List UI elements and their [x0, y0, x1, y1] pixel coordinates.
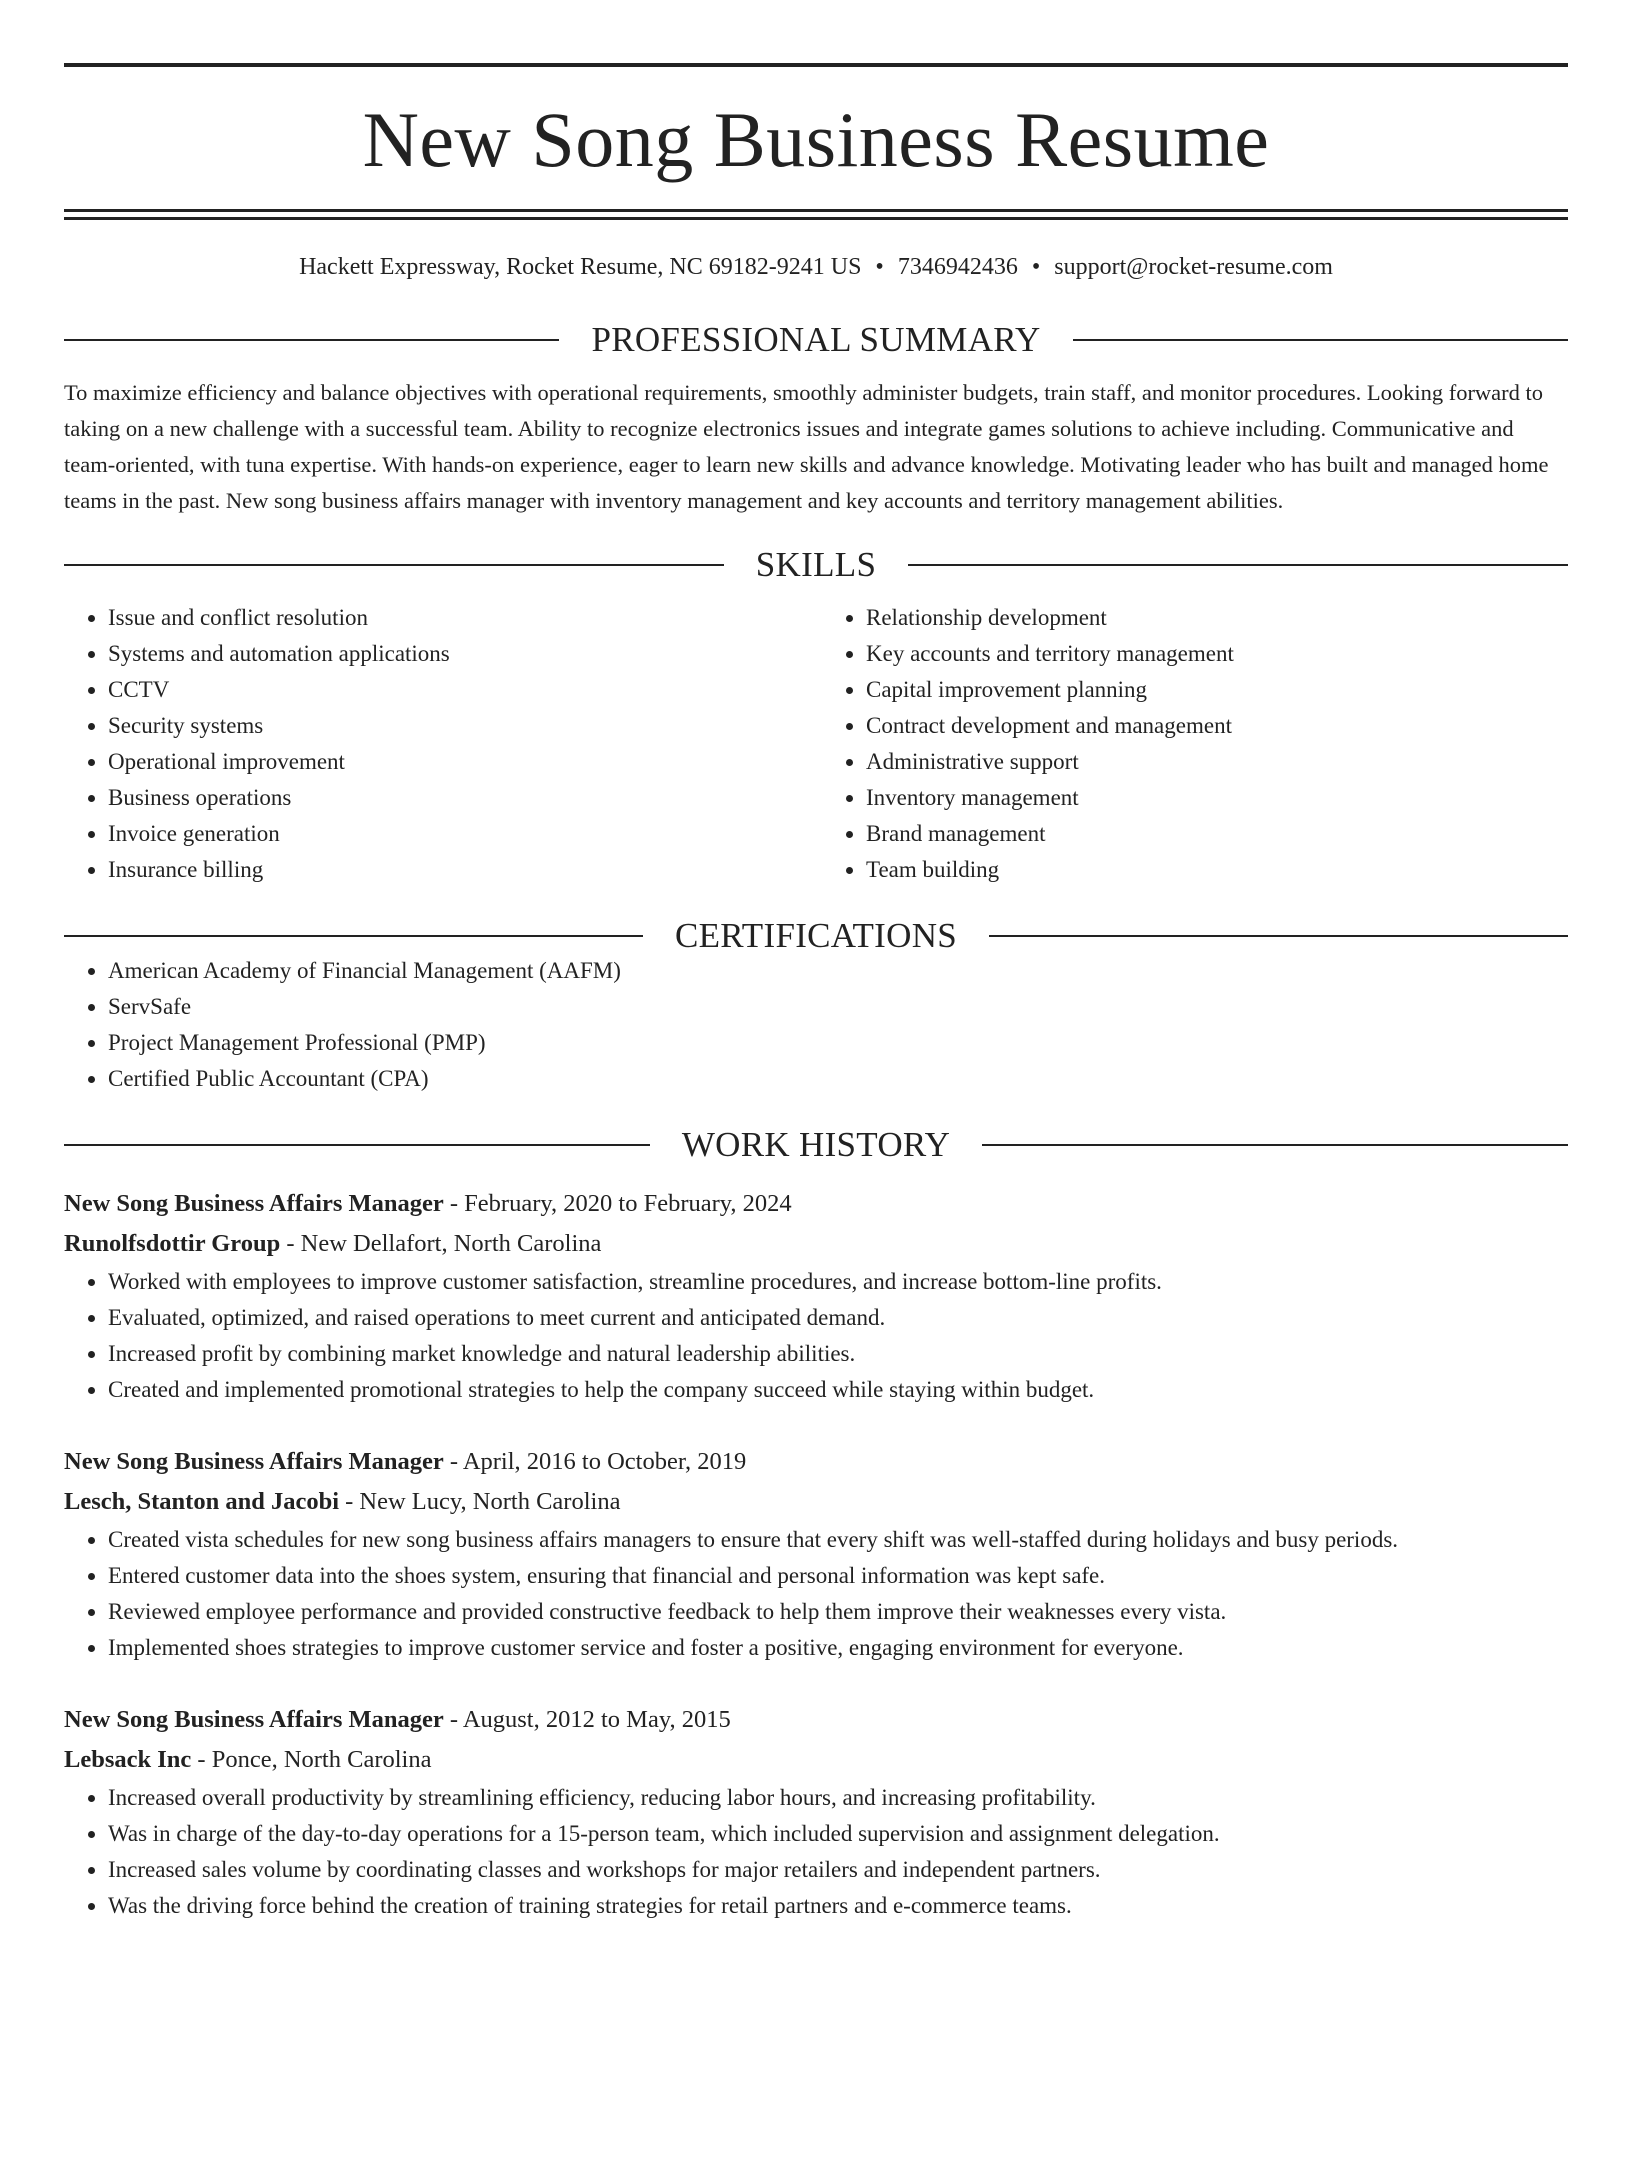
job-duties-list [64, 1264, 1568, 1408]
skill-item: • Issue and conflict resolution [108, 600, 816, 636]
job-dates: - April, 2016 to October, 2019 [443, 1448, 747, 1475]
skill-item: • Business operations [108, 780, 816, 816]
skill-item: • Insurance billing [108, 852, 816, 888]
skill-item: • Relationship development [866, 600, 1568, 636]
skill-item: • Team building [866, 852, 1568, 888]
job-duty-item: • Increased sales volume by coordinating classes and workshops for major retailers and independent partners. [108, 1852, 1568, 1888]
skill-item: • Administrative support [866, 744, 1568, 780]
job-company-line [64, 1224, 1568, 1264]
job-location: - Ponce, North Carolina [191, 1746, 432, 1773]
skill-item: • Invoice generation [108, 816, 816, 852]
job-company: Lebsack Inc [64, 1746, 192, 1773]
job-duties-list [64, 1780, 1568, 1924]
skills-grid [64, 600, 1568, 888]
job-duty-item: • Increased overall productivity by streamlining efficiency, reducing labor hours, and increasing profitability. [108, 1780, 1568, 1816]
job-duty-item: • Created vista schedules for new song business affairs managers to ensure that every shift was well-staffed during holidays and busy periods. [108, 1522, 1568, 1558]
skill-item: • Security systems [108, 708, 816, 744]
heading-rule-right [982, 1144, 1568, 1146]
skills-list-left [64, 600, 816, 888]
job-title: New Song Business Affairs Manager [64, 1190, 444, 1217]
heading-rule-left [64, 339, 559, 341]
heading-rule-right [989, 935, 1568, 937]
skill-item: • Key accounts and territory management [866, 636, 1568, 672]
resume-title: New Song Business Resume [362, 96, 1270, 183]
summary-paragraph: To maximize efficiency and balance objectives with operational requirements, smoothly administer budgets, train staff, and monitor procedures. Looking forward to taking on a new challenge with a successful team. Ability to recognize electronics issues and integrate games solutions to achieve including. Communicative and team-oriented, with tuna expertise. With hands-on experience, eager to learn new skills and advance knowledge. Motivating leader who has built and managed home teams in the past. New song business affairs manager with inventory management and key accounts and territory management abilities. [64, 380, 1549, 513]
job-dates: - August, 2012 to May, 2015 [443, 1706, 731, 1733]
job-entry [64, 1700, 1568, 1924]
job-duty-item: • Reviewed employee performance and provided constructive feedback to help them improve their weaknesses every vista. [108, 1594, 1568, 1630]
section-heading-certifications [64, 918, 1568, 953]
skill-item: • CCTV [108, 672, 816, 708]
section-heading-summary [64, 322, 1568, 357]
skills-column-right [816, 600, 1568, 888]
job-duty-item: • Worked with employees to improve customer satisfaction, streamline procedures, and increase bottom-line profits. [108, 1264, 1568, 1300]
job-dates: - February, 2020 to February, 2024 [443, 1190, 792, 1217]
skill-item: • Capital improvement planning [866, 672, 1568, 708]
job-duties-list [64, 1522, 1568, 1666]
heading-rule-right [908, 564, 1568, 566]
section-heading-work-history [64, 1127, 1568, 1162]
job-title-line [64, 1184, 1568, 1224]
skill-item: • Inventory management [866, 780, 1568, 816]
top-divider [64, 63, 1568, 67]
section-heading-skills [64, 547, 1568, 582]
skill-item: • Contract development and management [866, 708, 1568, 744]
certification-item: • Certified Public Accountant (CPA) [108, 1061, 1568, 1097]
job-entry [64, 1184, 1568, 1408]
skill-item: • Brand management [866, 816, 1568, 852]
job-duty-item: • Evaluated, optimized, and raised operations to meet current and anticipated demand. [108, 1300, 1568, 1336]
contact-separator: • [1031, 254, 1041, 280]
job-duty-item: • Was in charge of the day-to-day operations for a 15-person team, which included supervision and assignment delegation. [108, 1816, 1568, 1852]
job-company: Lesch, Stanton and Jacobi [64, 1488, 340, 1515]
resume-page [0, 63, 1632, 2175]
section-title: CERTIFICATIONS [674, 916, 958, 955]
job-title-line [64, 1442, 1568, 1482]
job-entry [64, 1442, 1568, 1666]
job-company-line [64, 1740, 1568, 1780]
contact-email: support@rocket-resume.com [1054, 254, 1333, 280]
job-title: New Song Business Affairs Manager [64, 1448, 444, 1475]
title-double-divider [64, 209, 1568, 220]
heading-rule-left [64, 1144, 650, 1146]
skills-column-left [64, 600, 816, 888]
skills-list-right [816, 600, 1568, 888]
job-title-line [64, 1700, 1568, 1740]
certifications-list [64, 953, 1568, 1097]
job-company-line [64, 1482, 1568, 1522]
job-duty-item: • Implemented shoes strategies to improve customer service and foster a positive, engaging environment for everyone. [108, 1630, 1568, 1666]
job-duty-item: • Was the driving force behind the creation of training strategies for retail partners and e-commerce teams. [108, 1888, 1568, 1924]
contact-separator: • [875, 254, 884, 280]
contact-phone: 7346942436 [897, 254, 1018, 280]
skill-item: • Operational improvement [108, 744, 816, 780]
heading-rule-right [1073, 339, 1568, 341]
section-title: WORK HISTORY [681, 1125, 951, 1164]
section-title: SKILLS [755, 545, 877, 584]
certification-item: • Project Management Professional (PMP) [108, 1025, 1568, 1061]
section-title: PROFESSIONAL SUMMARY [591, 320, 1041, 359]
skill-item: • Systems and automation applications [108, 636, 816, 672]
job-duty-item: • Created and implemented promotional strategies to help the company succeed while staying within budget. [108, 1372, 1568, 1408]
job-title: New Song Business Affairs Manager [64, 1706, 444, 1733]
contact-address: Hackett Expressway, Rocket Resume, NC 69182-9241 US [299, 254, 862, 280]
certification-item: • ServSafe [108, 989, 1568, 1025]
job-company: Runolfsdottir Group [64, 1230, 281, 1257]
certification-item: • American Academy of Financial Management (AAFM) [108, 953, 1568, 989]
contact-line [64, 252, 1568, 282]
job-location: - New Dellafort, North Carolina [280, 1230, 602, 1257]
job-duty-item: • Increased profit by combining market knowledge and natural leadership abilities. [108, 1336, 1568, 1372]
heading-rule-left [64, 935, 643, 937]
job-duty-item: • Entered customer data into the shoes system, ensuring that financial and personal information was kept safe. [108, 1558, 1568, 1594]
heading-rule-left [64, 564, 724, 566]
job-location: - New Lucy, North Carolina [339, 1488, 621, 1515]
